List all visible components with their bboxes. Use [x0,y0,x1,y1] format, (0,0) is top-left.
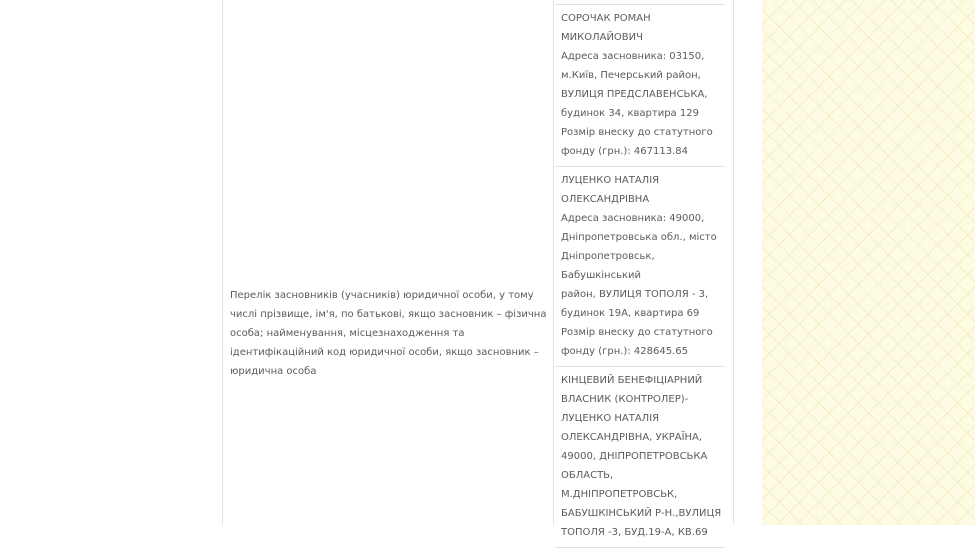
founder-address: Дніпропетровськ, Бабушкінський [561,251,655,281]
beneficiary-line: КІНЦЕВИЙ БЕНЕФІЦІАРНИЙ [561,375,703,386]
registry-table [222,0,734,538]
beneficiary-line: 49000, ДНІПРОПЕТРОВСЬКА [561,451,708,462]
founder-address: будинок 34, квартира 129 [561,108,699,119]
founder-entry [555,4,725,166]
founder-address: Адреса засновника: 03150, [561,51,705,62]
founders-field-label: Перелік засновників (учасників) юридичної особи, у тому числі прізвище, ім'я, по батькові, якщо засновник – фізична особа; найменування, місцезнаходження та ідентифікаційний код юридичної особи, якщо засновник – юридична особа [230,290,547,377]
beneficiary-line: ОБЛАСТЬ, М.ДНІПРОПЕТРОВСЬК, [561,470,678,500]
founder-address: м.Київ, Печерський район, [561,70,701,81]
column-divider [553,0,554,525]
founder-name: ЛУЦЕНКО НАТАЛІЯ [561,175,660,186]
founder-name: СОРОЧАК РОМАН [561,13,651,24]
page-background-pattern [762,0,975,525]
founder-contribution: Розмір внеску до статутного [561,327,713,338]
beneficiary-line: ВЛАСНИК (КОНТРОЛЕР)- [561,394,689,405]
founder-address: район, ВУЛИЦЯ ТОПОЛЯ - 3, [561,289,709,300]
founder-contribution: фонду (грн.): 467113.84 [561,146,688,157]
founder-contribution: Розмір внеску до статутного [561,127,713,138]
beneficiary-entry [555,366,725,547]
beneficiary-line: БАБУШКІНСЬКИЙ Р-Н.,ВУЛИЦЯ [561,508,722,519]
founder-address: ВУЛИЦЯ ПРЕДСЛАВЕНСЬКА, [561,89,708,100]
next-entry-divider [555,547,725,558]
founders-list [555,0,725,558]
founder-entry [555,166,725,366]
founder-address: будинок 19А, квартира 69 [561,308,700,319]
founder-address: Адреса засновника: 49000, [561,213,705,224]
founder-address: Дніпропетровська обл., місто [561,232,717,243]
beneficiary-line: ОЛЕКСАНДРІВНА, УКРАЇНА, [561,432,703,443]
beneficiary-line: ЛУЦЕНКО НАТАЛІЯ [561,413,660,424]
founder-name: ОЛЕКСАНДРІВНА [561,194,650,205]
beneficiary-line: ТОПОЛЯ -3, БУД.19-А, КВ.69 [561,527,708,538]
founder-contribution: фонду (грн.): 428645.65 [561,346,688,357]
founder-name: МИКОЛАЙОВИЧ [561,32,643,43]
